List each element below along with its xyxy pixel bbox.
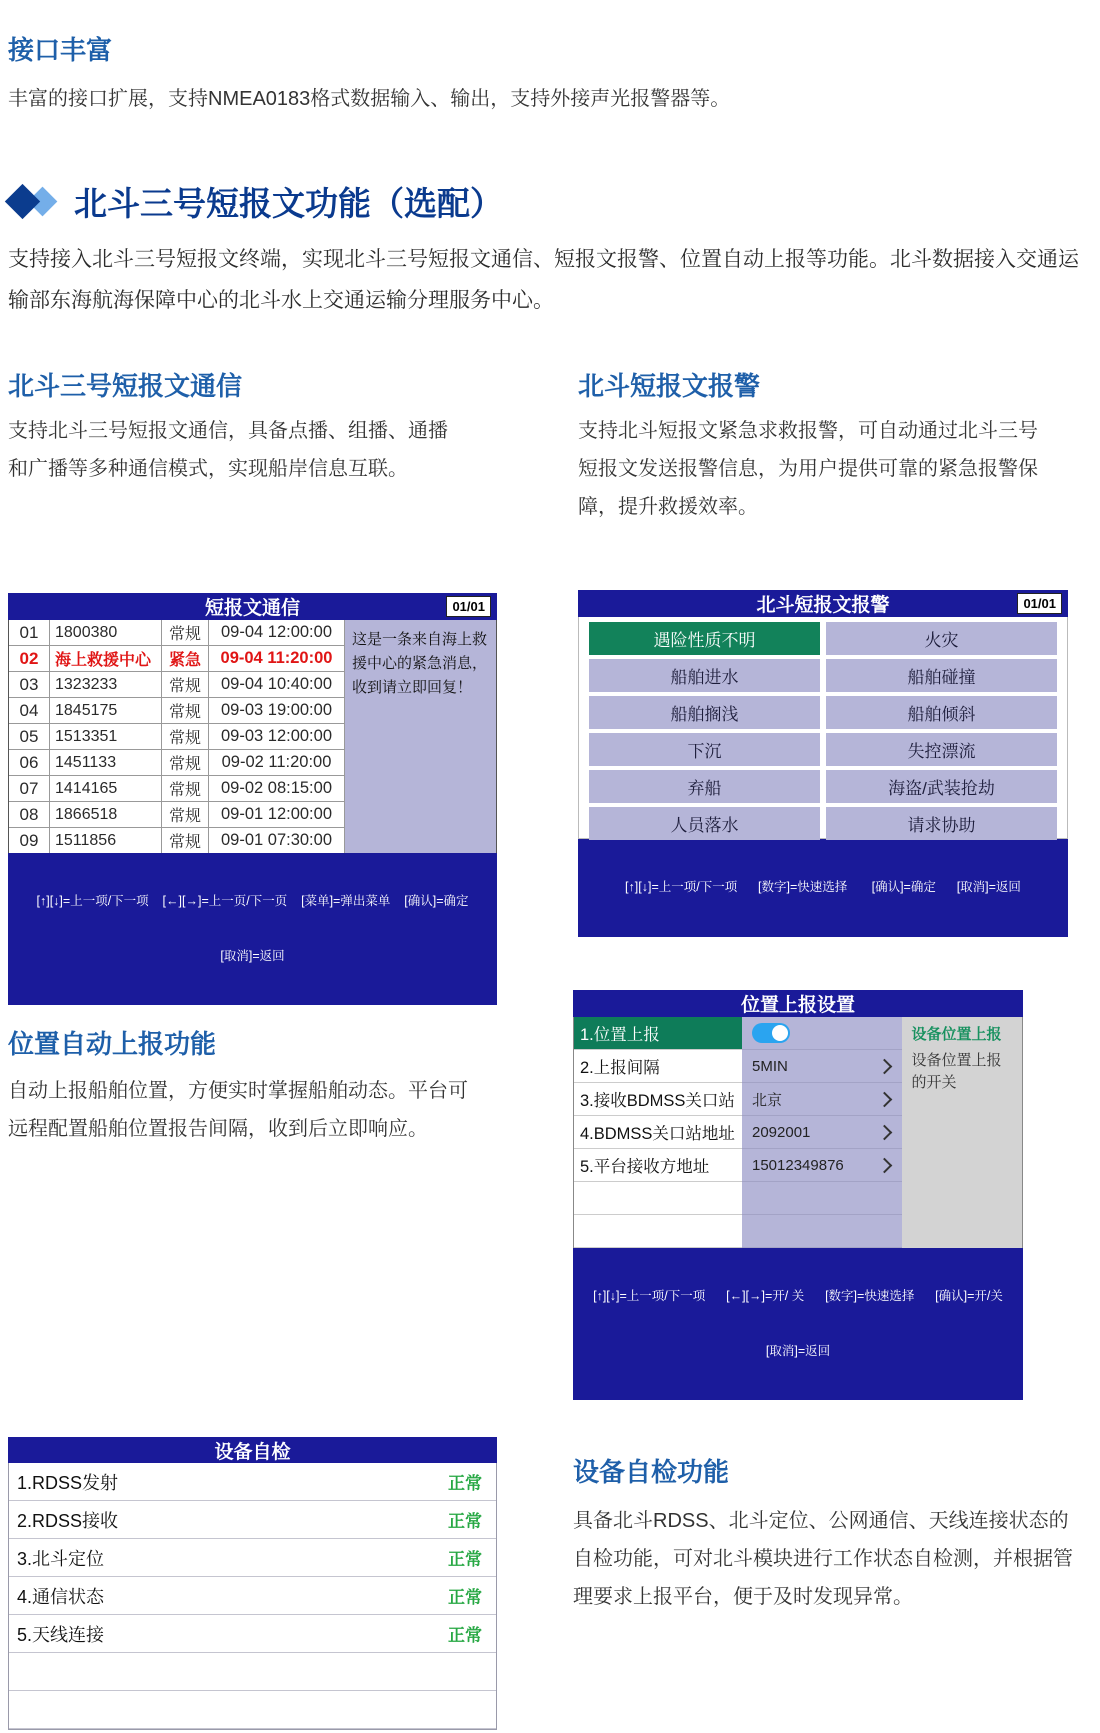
alarm-type-label: 船舶倾斜 [907,705,976,724]
key-hints-line1: [↑][↓]=上一项/下一项 [←][→]=开/ 关 [数字]=快速选择 [确认]=开/关 [593,1289,1003,1304]
selfcheck-item-label: 1.RDSS发射 [17,1472,119,1493]
selfcheck-row[interactable] [9,1501,496,1539]
setting-label: 1.位置上报 [574,1017,742,1050]
message-sender: 1451133 [50,750,162,775]
message-index: 03 [9,672,50,697]
message-table [9,620,345,853]
setting-value-cell [742,1017,902,1050]
alarm-type-button[interactable] [826,807,1057,840]
alarm-type-label: 失控漂流 [907,742,976,761]
message-row[interactable] [9,802,344,828]
alarm-type-button[interactable] [826,733,1057,766]
section-body-alarm: 支持北斗短报文紧急求救报警，可自动通过北斗三号短报文发送报警信息，为用户提供可靠的紧急报警保障，提升救援效率。 [578,420,1038,518]
selfcheck-row[interactable] [9,1615,496,1653]
selfcheck-status: 正常 [448,1588,482,1607]
setting-value-cell [742,1182,902,1215]
chevron-right-icon [877,1091,893,1107]
chevron-right-icon [877,1058,893,1074]
message-index: 07 [9,776,50,801]
screen-message-list [8,593,497,1005]
message-index: 05 [9,724,50,749]
message-type: 常规 [162,776,209,801]
settings-row[interactable] [574,1083,902,1116]
setting-value-cell [742,1116,902,1149]
setting-value-cell [742,1050,902,1083]
message-row[interactable] [9,828,344,853]
message-time: 09-01 12:00:00 [220,805,332,823]
screen-header [8,593,497,620]
alarm-type-button[interactable] [589,807,820,840]
feature-heading: 北斗三号短报文功能（选配） [74,185,503,222]
setting-label: 4.BDMSS关口站地址 [574,1116,742,1149]
diamond-icon [6,180,58,224]
message-time: 09-04 10:40:00 [220,675,332,693]
key-hints-line2: [取消]=返回 [220,948,285,963]
message-sender: 1866518 [50,802,162,827]
setting-help-title: 设备位置上报 [911,1026,1002,1043]
screen-title: 位置上报设置 [740,995,855,1016]
chevron-right-icon [877,1124,893,1140]
message-type: 常规 [162,828,209,853]
setting-value-cell [742,1149,902,1182]
alarm-type-label: 船舶搁浅 [670,705,739,724]
alarm-type-label: 船舶进水 [670,668,739,687]
message-type: 紧急 [162,646,209,671]
alarm-type-label: 请求协助 [907,816,976,835]
screen-header [578,590,1068,617]
section-title-selfcheck: 设备自检功能 [573,1457,730,1487]
selfcheck-item-label: 2.RDSS接收 [17,1510,119,1531]
message-sender: 1800380 [50,620,162,645]
section-title-interfaces: 接口丰富 [8,35,113,65]
setting-label [574,1215,742,1248]
screen-title: 设备自检 [214,1441,291,1463]
screen-key-hints [578,839,1068,937]
settings-row[interactable] [574,1116,902,1149]
alarm-type-button[interactable] [589,733,820,766]
section-body-position-report: 自动上报船舶位置，方便实时掌握船舶动态。平台可远程配置船舶位置报告间隔，收到后立即响应。 [8,1080,468,1140]
settings-row[interactable] [574,1017,902,1050]
message-type: 常规 [162,750,209,775]
setting-help-body: 设备位置上报的开关 [911,1051,1002,1091]
toggle-switch[interactable] [752,1023,790,1043]
key-hints-line1: [↑][↓]=上一项/下一项 [数字]=快速选择 [确认]=确定 [取消]=返回 [625,880,1021,895]
message-index: 08 [9,802,50,827]
selfcheck-row[interactable] [9,1463,496,1501]
settings-body [573,1017,1023,1248]
message-sender: 1323233 [50,672,162,697]
alarm-type-label: 遇险性质不明 [653,631,756,650]
message-type: 常规 [162,698,209,723]
screen-selfcheck [8,1437,497,1730]
message-time: 09-04 12:00:00 [220,623,332,641]
message-time: 09-03 19:00:00 [220,701,332,719]
feature-heading-row [6,178,503,225]
selfcheck-status: 正常 [448,1550,482,1569]
selfcheck-row[interactable] [9,1539,496,1577]
setting-value: 北京 [752,1091,783,1109]
message-row[interactable] [9,646,344,672]
alarm-type-label: 火灾 [924,631,959,650]
message-sender: 1845175 [50,698,162,723]
alarm-button-grid [578,617,1068,839]
message-time: 09-04 11:20:00 [220,649,333,667]
message-type: 常规 [162,724,209,749]
message-row[interactable] [9,776,344,802]
section-title-position-report: 位置自动上报功能 [8,1029,217,1059]
message-time: 09-02 08:15:00 [220,779,332,797]
message-row[interactable] [9,724,344,750]
section-body-selfcheck: 具备北斗RDSS、北斗定位、公网通信、天线连接状态的自检功能，可对北斗模块进行工作状态自检测，并根据管理要求上报平台，便于及时发现异常。 [573,1510,1073,1608]
selfcheck-row[interactable] [9,1577,496,1615]
message-type: 常规 [162,620,209,645]
screen-position-report-settings [573,990,1023,1400]
settings-row[interactable] [574,1215,902,1248]
key-hints-line2: [取消]=返回 [765,1343,831,1358]
alarm-type-label: 弃船 [687,779,722,798]
settings-list [574,1017,902,1248]
selfcheck-item-label: 4.通信状态 [17,1586,105,1607]
section-title-comm: 北斗三号短报文通信 [8,371,243,401]
selfcheck-status: 正常 [448,1474,482,1493]
message-row[interactable] [9,750,344,776]
section-body-interfaces: 丰富的接口扩展，支持NMEA0183格式数据输入、输出，支持外接声光报警器等。 [8,88,731,110]
chevron-right-icon [877,1157,893,1173]
alarm-type-label: 海盗/武装抢劫 [888,779,995,798]
message-preview-panel: 这是一条来自海上救援中心的紧急消息，收到请立即回复！ [345,620,496,853]
page-indicator: 01/01 [1017,593,1062,614]
message-time: 09-02 11:20:00 [221,753,332,771]
selfcheck-status: 正常 [448,1626,482,1645]
screen-title: 短报文通信 [204,598,300,619]
setting-value-cell [742,1083,902,1116]
message-type: 常规 [162,802,209,827]
key-hints-line1: [↑][↓]=上一项/下一项 [←][→]=上一页/下一页 [菜单]=弹出菜单 [确认]=确定 [36,894,469,909]
setting-value: 5MIN [752,1057,788,1075]
message-index: 04 [9,698,50,723]
setting-label: 5.平台接收方地址 [574,1149,742,1182]
message-index: 09 [9,828,50,853]
screen-alarm [578,590,1068,937]
alarm-type-button[interactable] [826,770,1057,803]
selfcheck-row[interactable] [9,1653,496,1691]
alarm-type-button[interactable] [826,696,1057,729]
setting-label: 2.上报间隔 [574,1050,742,1083]
toggle-knob [772,1025,788,1041]
alarm-type-button[interactable] [589,770,820,803]
alarm-type-button[interactable] [826,659,1057,692]
page-indicator: 01/01 [446,596,491,617]
selfcheck-item-label: 3.北斗定位 [17,1548,105,1569]
message-time: 09-01 07:30:00 [220,831,332,849]
message-sender: 1511856 [50,828,162,853]
screen-header [573,990,1023,1017]
setting-value: 15012349876 [752,1156,844,1174]
message-table-body [8,620,497,853]
setting-label [574,1182,742,1215]
alarm-type-label: 人员落水 [670,816,739,835]
message-index: 02 [9,646,50,671]
message-type: 常规 [162,672,209,697]
message-sender: 海上救援中心 [50,646,162,671]
message-index: 01 [9,620,50,645]
screen-key-hints [573,1248,1023,1400]
settings-row[interactable] [574,1050,902,1083]
message-row[interactable] [9,672,344,698]
setting-label: 3.接收BDMSS关口站 [574,1083,742,1116]
screen-title: 北斗短报文报警 [756,595,890,616]
feature-paragraph: 支持接入北斗三号短报文终端，实现北斗三号短报文通信、短报文报警、位置自动上报等功能。北斗数据接入交通运输部东海航海保障中心的北斗水上交通运输分理服务中心。 [8,248,1079,312]
screen-header [8,1437,497,1463]
message-sender: 1513351 [50,724,162,749]
settings-row[interactable] [574,1149,902,1182]
selfcheck-list [8,1463,497,1730]
alarm-type-button[interactable] [826,622,1057,655]
alarm-type-label: 下沉 [687,742,722,761]
alarm-type-button[interactable] [589,659,820,692]
message-sender: 1414165 [50,776,162,801]
setting-value: 2092001 [752,1123,811,1141]
message-index: 06 [9,750,50,775]
setting-help-panel [902,1017,1022,1248]
message-row[interactable] [9,698,344,724]
screen-key-hints [8,853,497,1005]
selfcheck-row[interactable] [9,1691,496,1729]
selfcheck-status: 正常 [448,1512,482,1531]
section-title-alarm: 北斗短报文报警 [578,371,761,401]
alarm-type-label: 船舶碰撞 [907,668,976,687]
alarm-type-button[interactable] [589,622,820,655]
setting-value-cell [742,1215,902,1248]
alarm-type-button[interactable] [589,696,820,729]
section-body-comm: 支持北斗三号短报文通信，具备点播、组播、通播和广播等多种通信模式，实现船岸信息互联。 [8,420,448,480]
message-row[interactable] [9,620,344,646]
settings-row[interactable] [574,1182,902,1215]
selfcheck-item-label: 5.天线连接 [17,1624,105,1645]
message-time: 09-03 12:00:00 [220,727,332,745]
